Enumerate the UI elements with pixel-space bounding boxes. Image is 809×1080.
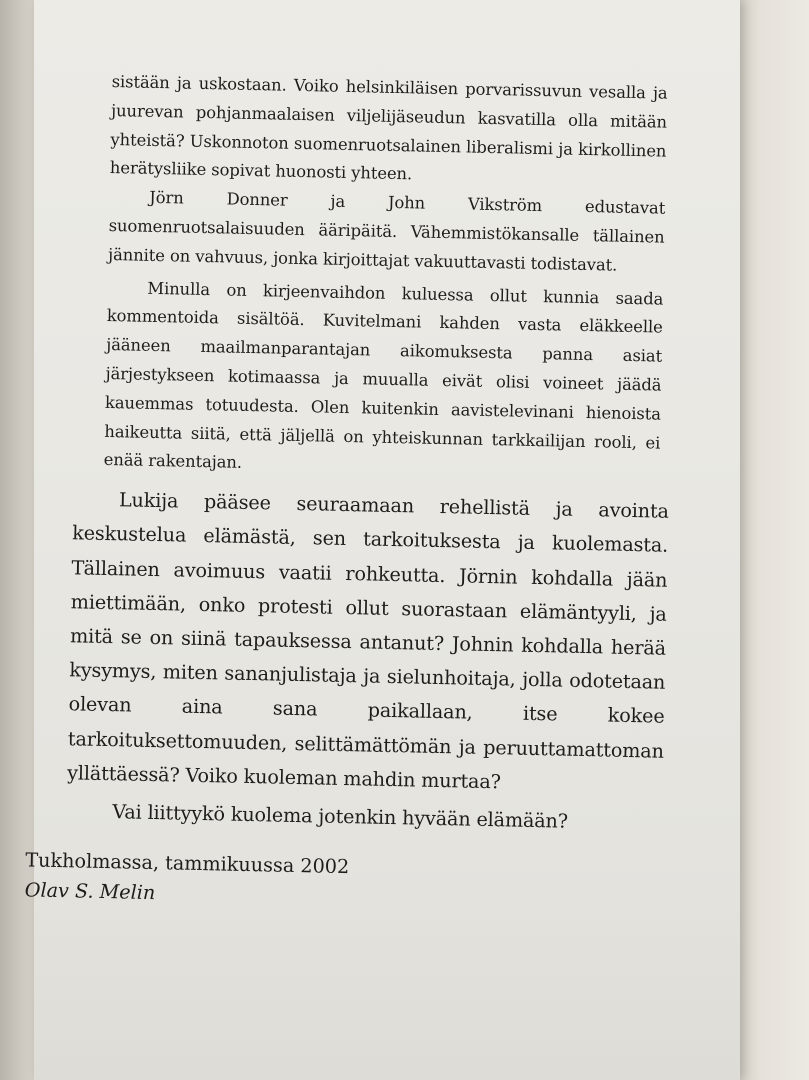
page-text — [24, 68, 670, 919]
lower-text-block — [66, 482, 669, 840]
paragraph-5: Vai liittyykö kuolema jotenkin hyvään elämään? — [112, 800, 569, 833]
paragraph-4: Lukija pääsee seuraamaan rehellistä ja avointa keskustelua elämästä, sen tarkoituksesta ja kuolemasta. Tällainen avoimuus vaatii rohkeutta. Jörnin kohdalla jään miettimään, onko protesti ollut suorastaan elämäntyyli, ja mitä se on siinä tapauksessa antanut? Johnin kohdalla herää kysymys, miten sananjulistaja ja sielunhoitaja, jolla odotetaan olevan aina sana paikallaan, itse kokee tarkoituksettomuuden, selittämättömän ja peruuttamattoman yllättäessä? Voiko kuoleman mahdin murtaa? — [66, 488, 670, 794]
book-right-edge — [740, 0, 809, 1080]
paragraph-3: Minulla on kirjeenvaihdon kuluessa ollut kunnia saada kommentoida sisältöä. Kuvitelmani kahden vasta eläkkeelle jääneen maailmanparantajan aikomuksesta panna asiat järjestykseen kotimaassa ja muualla eivät olisi voineet jäädä kauemmas totuudesta. Olen kuitenkin aavistelevinani hienoista haikeutta siitä, että jäljellä on yhteiskunnan tarkkailijan rooli, ei enää rakentajan. — [103, 278, 664, 473]
paragraph-1: sistään ja uskostaan. Voiko helsinkiläisen porvarissuvun vesalla ja juurevan pohjanmaalaisen viljelijäseudun kasvatilla olla mitään yhteistä? Uskonnoton suomenruotsalainen liberalismi ja kirkollinen herätysliike sopivat huonosti yhteen. — [109, 71, 668, 184]
place-date: Tukholmassa, tammikuussa 2002 — [25, 848, 350, 879]
upper-text-block — [103, 68, 667, 487]
book-left-edge — [0, 0, 34, 1080]
paragraph-2: Jörn Donner ja John Vikström edustavat suomenruotsalaisuuden ääripäitä. Vähemmistökansalle tällainen jännite on vahvuus, jonka kirjoittajat vakuuttavasti todistavat. — [107, 187, 666, 275]
author-name: Olav S. Melin — [24, 878, 156, 905]
